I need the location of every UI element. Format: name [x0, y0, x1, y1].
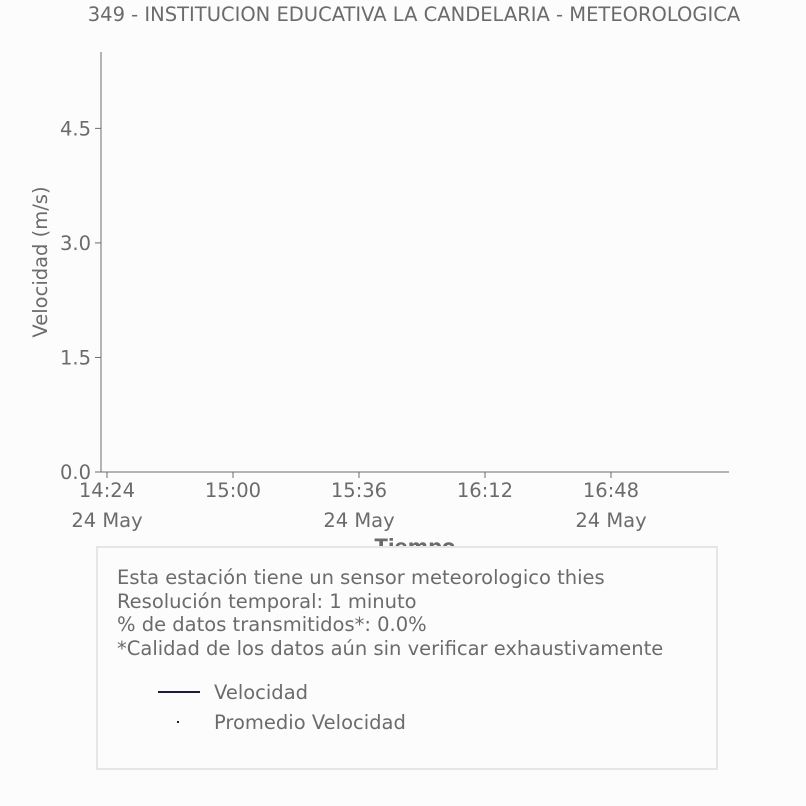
legend-entry-velocidad — [156, 680, 308, 704]
plot-area — [101, 52, 729, 472]
x-tick-label: 16:12 — [456, 479, 514, 502]
legend-dot-icon — [156, 710, 202, 734]
info-box — [96, 546, 718, 770]
info-line-transmitted: % de datos transmitidos*: 0.0% — [117, 613, 427, 636]
x-tick-date-label: 24 May — [575, 509, 647, 532]
info-text — [117, 566, 663, 660]
x-tick-label: 14:24 — [78, 479, 136, 502]
y-axis-label: Velocidad (m/s) — [29, 186, 52, 338]
chart-title: 349 - INSTITUCION EDUCATIVA LA CANDELARIA - METEOROLOGICA — [87, 3, 741, 26]
x-tick-date-label: 24 May — [323, 509, 395, 532]
info-line-quality-note: *Calidad de los datos aún sin verificar exhaustivamente — [117, 636, 664, 660]
legend-line-icon — [156, 680, 202, 704]
y-ticks — [60, 117, 101, 484]
legend-entry-promedio — [156, 710, 406, 734]
x-ticks — [71, 472, 646, 532]
x-tick-date-label: 24 May — [71, 509, 143, 532]
x-tick-label: 15:00 — [204, 479, 262, 502]
x-tick-label: 16:48 — [582, 479, 640, 502]
y-tick-label: 4.5 — [59, 117, 91, 141]
info-line-resolution: Resolución temporal: 1 minuto — [117, 589, 417, 613]
x-tick-label: 15:36 — [330, 479, 388, 502]
legend-label-velocidad: Velocidad — [214, 680, 309, 704]
info-line-sensor: Esta estación tiene un sensor meteorologico thies — [117, 566, 605, 589]
y-tick-label: 3.0 — [59, 231, 91, 255]
y-tick-label: 0.0 — [59, 461, 91, 484]
y-tick-label: 1.5 — [59, 346, 91, 370]
legend-label-promedio: Promedio Velocidad — [214, 710, 406, 734]
